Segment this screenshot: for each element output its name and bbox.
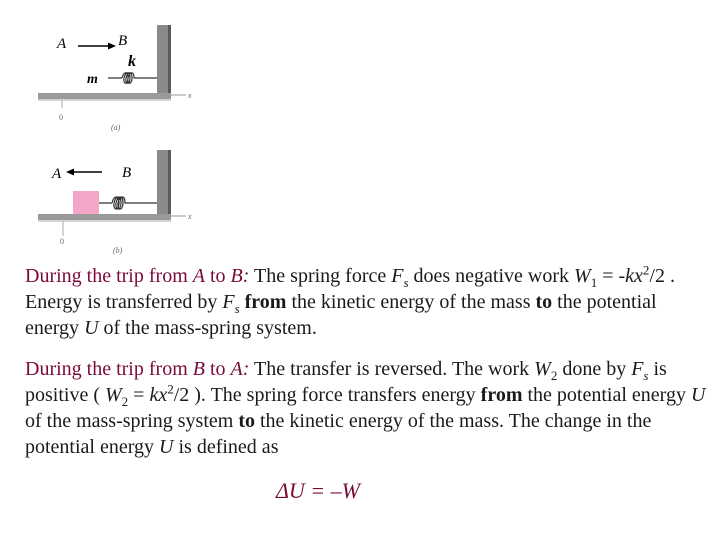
x-label-b: x	[188, 212, 192, 221]
label-b-b: B	[122, 165, 132, 181]
spring-b	[99, 197, 157, 209]
panel-b	[38, 150, 192, 255]
mass-b	[73, 191, 99, 214]
caption-b: (b)	[113, 246, 123, 255]
label-b-a: B	[118, 33, 128, 49]
label-k: k	[128, 53, 136, 70]
floor-a	[38, 93, 171, 100]
potential-energy-equation: ΔU = –W	[276, 478, 360, 503]
caption-a: (a)	[111, 123, 121, 132]
label-m: m	[87, 72, 98, 87]
paragraph-trip-b-to-a: During the trip from B to A: The transfer is reversed. The work $W_2$ done by $F_s$ is positive ( $W_2 = kx^2/2$ ). The spring force transfers energy from the potential energy U of the mass-spring system to the kinetic energy of the mass. The change in the potential energy U is defined as	[25, 358, 706, 458]
label-a-b: A	[52, 166, 62, 182]
spring-a	[108, 73, 157, 84]
floor-b	[38, 214, 171, 221]
panel-a	[38, 25, 192, 132]
x-label-a: x	[188, 91, 192, 100]
paragraph-trip-a-to-b: During the trip from A to B: The spring force $F_s$ does negative work $W_1 = -kx^2/2$ . Energy is transferred by $F_s$ from the kinetic energy of the mass to the potential energy U of the mass-spring system.	[25, 262, 675, 339]
label-a-a: A	[57, 36, 67, 52]
origin-a: 0	[59, 113, 63, 122]
origin-b: 0	[60, 237, 64, 246]
spring-mass-figure	[0, 0, 260, 262]
